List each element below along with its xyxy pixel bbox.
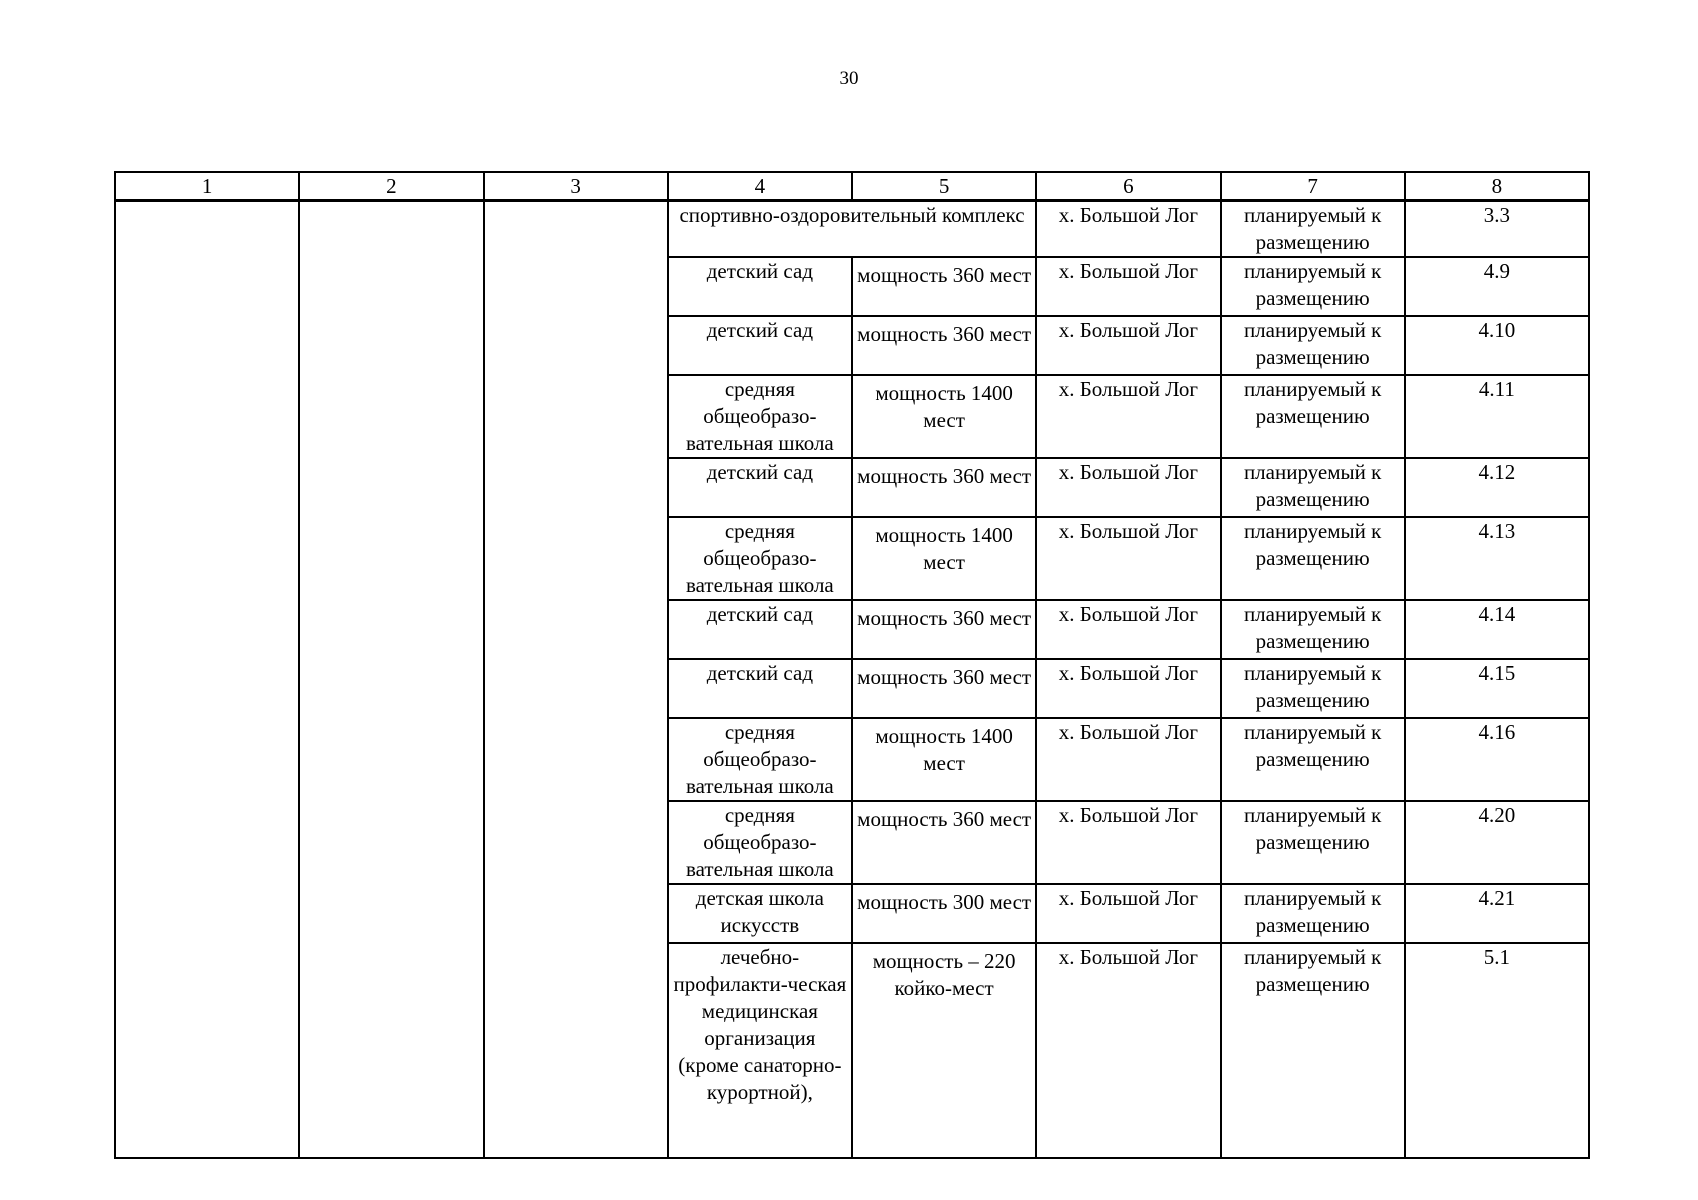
object-capacity (852, 316, 1036, 375)
object-code: 4.15 (1405, 659, 1589, 718)
object-capacity (852, 718, 1036, 801)
object-capacity-text: мощность 1400 мест (875, 381, 1013, 432)
object-code: 4.12 (1405, 458, 1589, 517)
object-name: средняя общеобразо-вательная школа (668, 517, 852, 600)
header-row (115, 172, 1589, 201)
object-name: детский сад (668, 659, 852, 718)
header-col-8: 8 (1405, 172, 1589, 201)
object-name: детская школа искусств (668, 884, 852, 943)
object-capacity-text: мощность – 220 койко-мест (872, 949, 1016, 1000)
object-status: планируемый к размещению (1221, 201, 1405, 258)
object-code: 4.11 (1405, 375, 1589, 458)
object-status: планируемый к размещению (1221, 718, 1405, 801)
object-capacity (852, 257, 1036, 316)
object-status: планируемый к размещению (1221, 517, 1405, 600)
object-code: 4.16 (1405, 718, 1589, 801)
object-location: х. Большой Лог (1036, 801, 1220, 884)
object-code: 4.13 (1405, 517, 1589, 600)
object-name: детский сад (668, 600, 852, 659)
object-capacity-text: мощность 1400 мест (875, 523, 1013, 574)
object-status: планируемый к размещению (1221, 458, 1405, 517)
object-status: планируемый к размещению (1221, 316, 1405, 375)
object-code: 4.9 (1405, 257, 1589, 316)
header-col-3: 3 (484, 172, 668, 201)
object-code: 4.10 (1405, 316, 1589, 375)
object-location: х. Большой Лог (1036, 884, 1220, 943)
object-code: 3.3 (1405, 201, 1589, 258)
object-name: средняя общеобразо-вательная школа (668, 375, 852, 458)
header-col-1: 1 (115, 172, 299, 201)
object-code: 4.20 (1405, 801, 1589, 884)
object-location: х. Большой Лог (1036, 659, 1220, 718)
object-status: планируемый к размещению (1221, 801, 1405, 884)
object-status: планируемый к размещению (1221, 375, 1405, 458)
object-capacity-text: мощность 360 мест (857, 263, 1032, 287)
object-code: 5.1 (1405, 943, 1589, 1158)
table-body (115, 201, 1589, 1159)
object-name: детский сад (668, 458, 852, 517)
object-location: х. Большой Лог (1036, 718, 1220, 801)
header-col-4: 4 (668, 172, 852, 201)
object-location: х. Большой Лог (1036, 458, 1220, 517)
objects-table (114, 171, 1590, 1159)
object-capacity-text: мощность 360 мест (857, 464, 1032, 488)
object-capacity (852, 517, 1036, 600)
object-location: х. Большой Лог (1036, 316, 1220, 375)
object-capacity (852, 801, 1036, 884)
object-status: планируемый к размещению (1221, 257, 1405, 316)
object-code: 4.21 (1405, 884, 1589, 943)
object-name: средняя общеобразо-вательная школа (668, 718, 852, 801)
object-capacity (852, 943, 1036, 1158)
object-capacity (852, 375, 1036, 458)
object-status: планируемый к размещению (1221, 600, 1405, 659)
object-location: х. Большой Лог (1036, 375, 1220, 458)
object-location: х. Большой Лог (1036, 257, 1220, 316)
object-status: планируемый к размещению (1221, 943, 1405, 1158)
object-location: х. Большой Лог (1036, 943, 1220, 1158)
object-capacity-text: мощность 360 мест (857, 606, 1032, 630)
object-capacity-text: мощность 360 мест (857, 665, 1032, 689)
object-location: х. Большой Лог (1036, 201, 1220, 258)
object-capacity-text: мощность 1400 мест (875, 724, 1013, 775)
object-code: 4.14 (1405, 600, 1589, 659)
object-capacity-text: мощность 360 мест (857, 807, 1032, 831)
header-col-2: 2 (299, 172, 483, 201)
object-location: х. Большой Лог (1036, 517, 1220, 600)
cell-col-1 (115, 201, 299, 1159)
table-row (115, 201, 1589, 258)
header-col-7: 7 (1221, 172, 1405, 201)
object-capacity-text: мощность 360 мест (857, 322, 1032, 346)
object-name: спортивно-оздоровительный комплекс (668, 201, 1037, 258)
object-name: лечебно-профилакти-ческая медицинская организация (кроме санаторно-курортной), (668, 943, 852, 1158)
object-status: планируемый к размещению (1221, 659, 1405, 718)
object-name: детский сад (668, 316, 852, 375)
object-status: планируемый к размещению (1221, 884, 1405, 943)
object-capacity (852, 600, 1036, 659)
object-capacity (852, 458, 1036, 517)
object-location: х. Большой Лог (1036, 600, 1220, 659)
cell-col-2 (299, 201, 483, 1159)
page-number: 30 (839, 68, 859, 89)
object-name: средняя общеобразо-вательная школа (668, 801, 852, 884)
object-capacity (852, 884, 1036, 943)
header-col-5: 5 (852, 172, 1036, 201)
cell-col-3 (484, 201, 668, 1159)
object-capacity (852, 659, 1036, 718)
header-col-6: 6 (1036, 172, 1220, 201)
object-capacity-text: мощность 300 мест (857, 890, 1032, 914)
object-name: детский сад (668, 257, 852, 316)
